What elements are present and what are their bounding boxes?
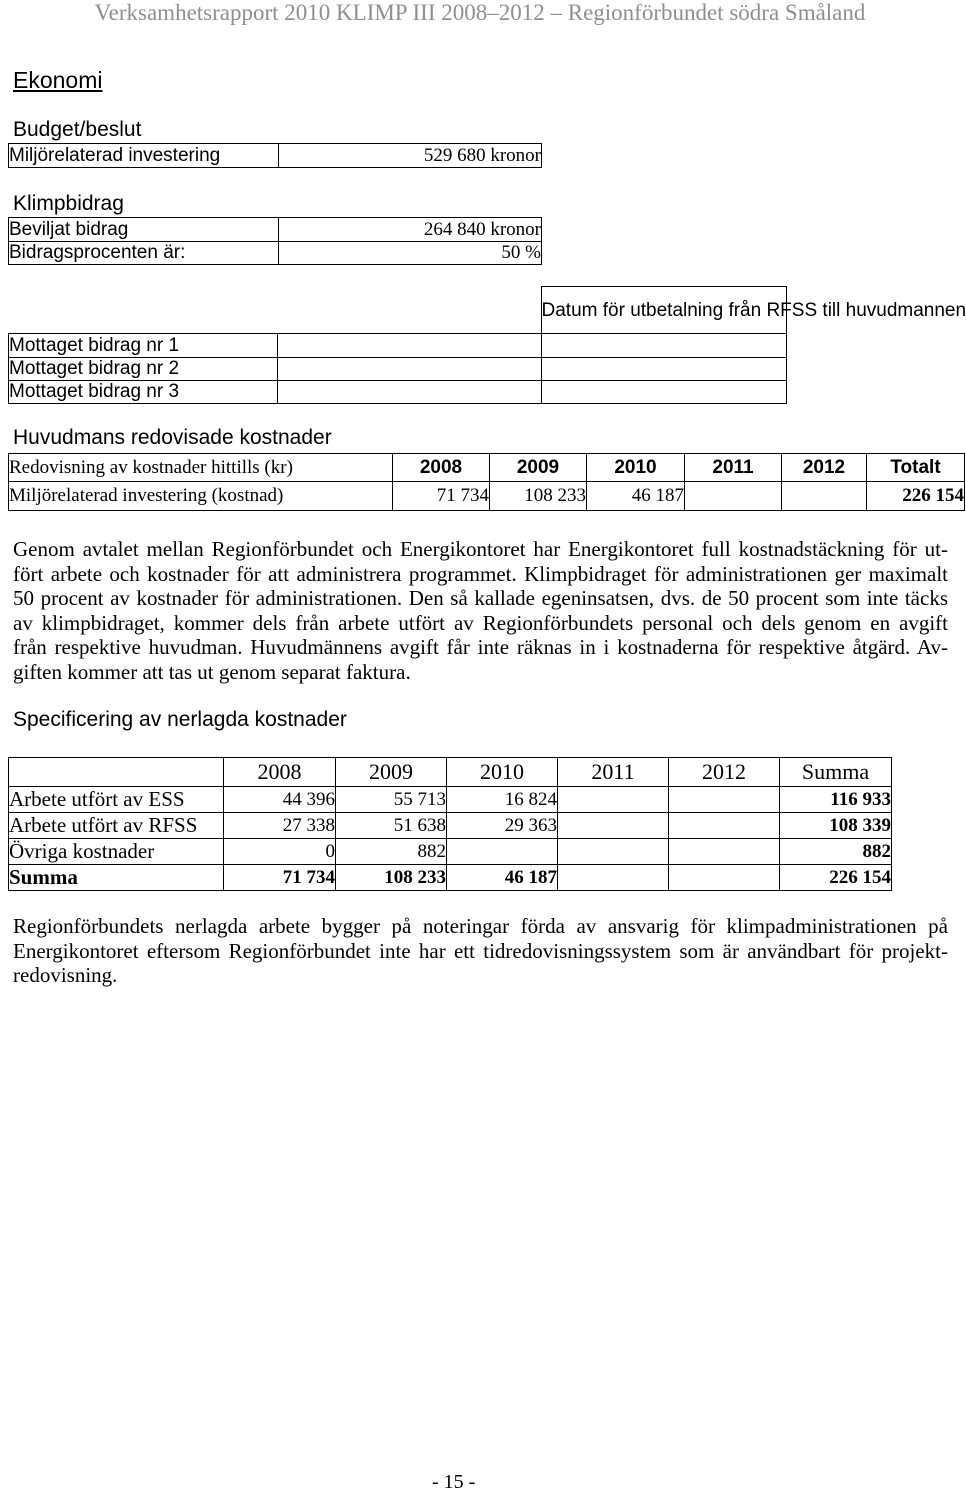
table-row xyxy=(9,839,892,865)
budget-heading: Budget/beslut xyxy=(13,118,142,141)
total-value xyxy=(669,865,780,891)
row-label: Arbete utfört av ESS xyxy=(9,787,224,813)
column-header: 2008 xyxy=(224,758,336,787)
grand-total: 226 154 xyxy=(780,865,892,891)
cell-value: 51 638 xyxy=(336,813,447,839)
cell-value xyxy=(447,839,558,865)
table-row xyxy=(9,334,787,358)
total-header: Totalt xyxy=(867,454,965,482)
specification-table xyxy=(8,757,892,891)
reported-costs-heading: Huvudmans redovisade kostnader xyxy=(13,426,332,449)
total-value: 71 734 xyxy=(224,865,336,891)
payment-amount-cell xyxy=(278,381,542,404)
total-row-label: Summa xyxy=(9,865,224,891)
klimp-granted-value: 264 840 kronor xyxy=(279,218,542,242)
reported-value: 46 187 xyxy=(587,482,685,511)
table-row xyxy=(9,787,892,813)
paragraph-line: Genom avtalet mellan Regionförbundet och Energikontoret har Energikontoret full kostnadstäckning för ut- xyxy=(13,537,948,561)
reported-value: 71 734 xyxy=(393,482,490,511)
cell-value: 0 xyxy=(224,839,336,865)
payment-date-cell xyxy=(541,381,786,404)
payments-table xyxy=(8,286,966,404)
klimp-heading: Klimpbidrag xyxy=(13,192,124,215)
payment-amount-cell xyxy=(278,334,542,358)
payment-label-1: Mottaget bidrag nr 1 xyxy=(9,334,278,358)
table-row xyxy=(9,242,542,265)
paragraph-line: 50 procent av kostnader för administrationen. Den så kallade egeninsatsen, dvs. de 50 procent som inte täcks xyxy=(13,586,948,610)
cell-value: 29 363 xyxy=(447,813,558,839)
payment-date-header: Datum för utbetalning från RFSS till huvudmannen xyxy=(541,287,786,334)
cell-value xyxy=(669,813,780,839)
budget-label: Miljörelaterad investering xyxy=(9,144,279,168)
year-header: 2008 xyxy=(393,454,490,482)
paragraph-line: Energikontoret eftersom Regionförbundet inte har ett tidredovisningssystem som är användbart för projekt- xyxy=(13,938,948,963)
reported-costs-table xyxy=(8,453,965,511)
klimp-table xyxy=(8,217,542,265)
column-header: 2011 xyxy=(558,758,669,787)
table-header-row xyxy=(9,758,892,787)
cell-value xyxy=(669,839,780,865)
page-number: - 15 - xyxy=(432,1471,476,1493)
column-header: 2010 xyxy=(447,758,558,787)
body-paragraph xyxy=(13,537,948,684)
klimp-granted-label: Beviljat bidrag xyxy=(9,218,279,242)
body-paragraph xyxy=(13,914,948,988)
row-label: Arbete utfört av RFSS xyxy=(9,813,224,839)
year-header: 2012 xyxy=(782,454,867,482)
paragraph-line: giften kommer att tas ut genom separat faktura. xyxy=(13,659,411,684)
specification-heading: Specificering av nerlagda kostnader xyxy=(13,708,347,731)
table-row xyxy=(9,482,965,511)
klimp-percent-value: 50 % xyxy=(279,242,542,265)
cell-value: 44 396 xyxy=(224,787,336,813)
total-value xyxy=(558,865,669,891)
table-row xyxy=(9,218,542,242)
payment-label-3: Mottaget bidrag nr 3 xyxy=(9,381,278,404)
budget-value: 529 680 kronor xyxy=(279,144,542,168)
column-header: 2012 xyxy=(669,758,780,787)
row-sum: 882 xyxy=(780,839,892,865)
paragraph-line: av klimpbidraget, kommer dels från arbete utfört av Regionförbundets personal och dels genom en avgift xyxy=(13,610,948,635)
table-row xyxy=(9,144,542,168)
table-total-row xyxy=(9,865,892,891)
row-sum: 116 933 xyxy=(780,787,892,813)
cell-value: 27 338 xyxy=(224,813,336,839)
row-sum: 108 339 xyxy=(780,813,892,839)
paragraph-line: fört arbete och kostnader för att administrera programmet. Klimpbidraget för administrationen ger maximalt xyxy=(13,561,948,586)
paragraph-line: från respektive huvudman. Huvudmännens avgift får inte räknas in i kostnaderna för respektive åtgärd. Av- xyxy=(13,635,948,659)
payment-date-cell xyxy=(541,334,786,358)
empty-header-cell xyxy=(9,758,224,787)
table-row xyxy=(9,381,787,404)
reported-total: 226 154 xyxy=(867,482,965,511)
year-header: 2009 xyxy=(490,454,587,482)
column-header: Summa xyxy=(780,758,892,787)
row-label: Övriga kostnader xyxy=(9,839,224,865)
table-row xyxy=(9,358,787,381)
reported-header-label: Redovisning av kostnader hittills (kr) xyxy=(9,454,393,482)
cell-value xyxy=(558,813,669,839)
table-row xyxy=(9,287,787,334)
table-header-row xyxy=(9,454,965,482)
empty-cell xyxy=(278,287,542,334)
cell-value: 16 824 xyxy=(447,787,558,813)
payment-label-2: Mottaget bidrag nr 2 xyxy=(9,358,278,381)
reported-value xyxy=(782,482,867,511)
payment-date-cell xyxy=(541,358,786,381)
cell-value xyxy=(558,839,669,865)
cell-value: 55 713 xyxy=(336,787,447,813)
payment-amount-cell xyxy=(278,358,542,381)
cell-value xyxy=(669,787,780,813)
year-header: 2011 xyxy=(685,454,782,482)
reported-row-label: Miljörelaterad investering (kostnad) xyxy=(9,482,393,511)
year-header: 2010 xyxy=(587,454,685,482)
table-row xyxy=(9,813,892,839)
paragraph-line: redovisning. xyxy=(13,963,118,987)
cell-value xyxy=(558,787,669,813)
total-value: 108 233 xyxy=(336,865,447,891)
klimp-percent-label: Bidragsprocenten är: xyxy=(9,242,279,265)
reported-value xyxy=(685,482,782,511)
running-header: Verksamhetsrapport 2010 KLIMP III 2008–2012 – Regionförbundet södra Småland xyxy=(94,0,866,25)
column-header: 2009 xyxy=(336,758,447,787)
section-title: Ekonomi xyxy=(13,67,103,93)
paragraph-line: Regionförbundets nerlagda arbete bygger på noteringar förda av ansvarig för klimpadministrationen på xyxy=(13,914,948,938)
empty-cell xyxy=(9,287,278,334)
budget-table xyxy=(8,143,542,168)
reported-value: 108 233 xyxy=(490,482,587,511)
total-value: 46 187 xyxy=(447,865,558,891)
cell-value: 882 xyxy=(336,839,447,865)
